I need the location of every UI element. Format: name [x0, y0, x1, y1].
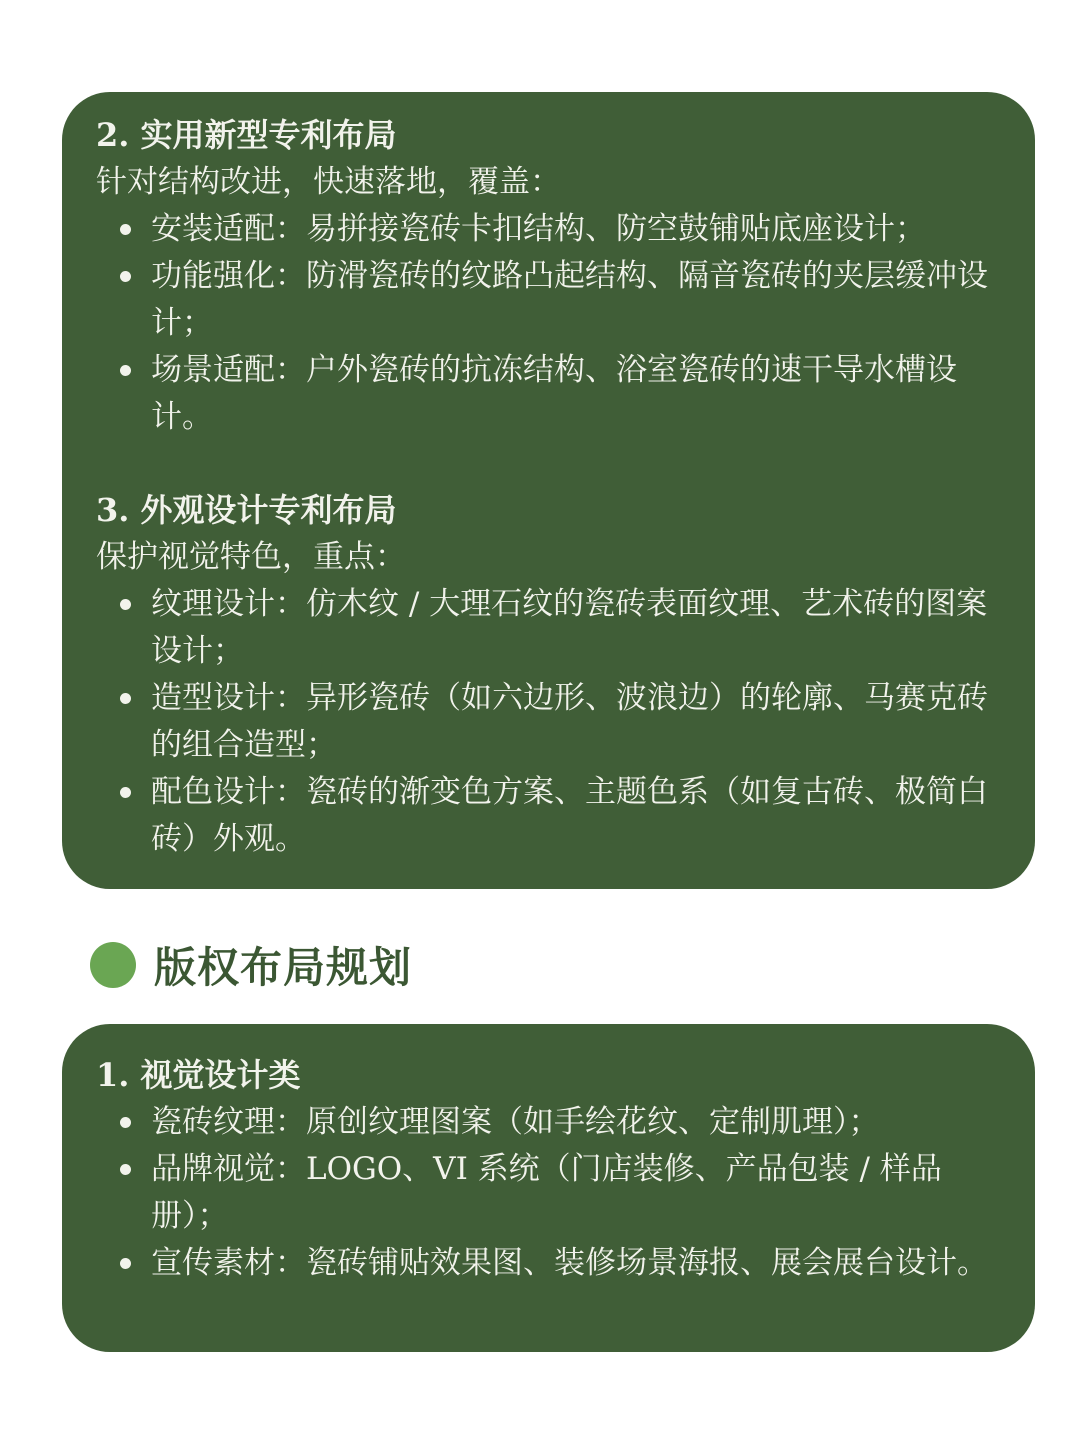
section-heading-visual-design: 1. 视觉设计类: [96, 1056, 301, 1094]
section-heading-appearance-design: 3. 外观设计专利布局: [96, 491, 397, 529]
list-item: [96, 347, 1013, 441]
list-item-text: 瓷砖纹理：原创纹理图案（如手绘花纹、定制肌理）；: [151, 1104, 880, 1140]
list-item: [96, 1099, 1013, 1146]
bullet-icon: [120, 599, 131, 610]
section-marker-icon: [90, 942, 136, 988]
appearance-design-list: [96, 581, 1013, 863]
copyright-section-title: [90, 938, 412, 992]
list-item: [96, 253, 1013, 347]
list-item: [96, 1240, 1013, 1287]
list-item-text: 场景适配：户外瓷砖的抗冻结构、浴室瓷砖的速干导水槽设计。: [151, 352, 957, 435]
visual-design-copyright-card: [62, 1024, 1035, 1352]
list-item: [96, 675, 1013, 769]
bullet-icon: [120, 1258, 131, 1269]
visual-design-list: [96, 1099, 1013, 1287]
copyright-section-title-text: 版权布局规划: [154, 943, 413, 992]
list-item-text: 品牌视觉：LOGO、VI 系统（门店装修、产品包装 / 样品册）；: [151, 1151, 942, 1234]
list-item: [96, 769, 1013, 863]
list-item: [96, 1146, 1013, 1240]
list-item-text: 安装适配：易拼接瓷砖卡扣结构、防空鼓铺贴底座设计；: [151, 211, 926, 247]
bullet-icon: [120, 693, 131, 704]
bullet-icon: [120, 271, 131, 282]
list-item: [96, 581, 1013, 675]
list-item-text: 配色设计：瓷砖的渐变色方案、主题色系（如复古砖、极简白砖）外观。: [151, 774, 988, 857]
utility-design-patent-card: [62, 92, 1035, 889]
bullet-icon: [120, 1117, 131, 1128]
utility-model-list: [96, 206, 1013, 441]
list-item-text: 纹理设计：仿木纹 / 大理石纹的瓷砖表面纹理、艺术砖的图案设计；: [151, 586, 988, 669]
list-item-text: 造型设计：异形瓷砖（如六边形、波浪边）的轮廓、马赛克砖的组合造型；: [151, 680, 988, 763]
section-intro-utility-model: 针对结构改进，快速落地，覆盖：: [96, 164, 561, 200]
list-item-text: 宣传素材：瓷砖铺贴效果图、装修场景海报、展会展台设计。: [151, 1245, 988, 1281]
bullet-icon: [120, 1164, 131, 1175]
section-heading-utility-model: 2. 实用新型专利布局: [96, 116, 397, 154]
list-item: [96, 206, 1013, 253]
section-spacer: [96, 441, 1013, 487]
bullet-icon: [120, 787, 131, 798]
bullet-icon: [120, 365, 131, 376]
section-intro-appearance-design: 保护视觉特色，重点：: [96, 539, 406, 575]
bullet-icon: [120, 224, 131, 235]
list-item-text: 功能强化：防滑瓷砖的纹路凸起结构、隔音瓷砖的夹层缓冲设计；: [151, 258, 988, 341]
